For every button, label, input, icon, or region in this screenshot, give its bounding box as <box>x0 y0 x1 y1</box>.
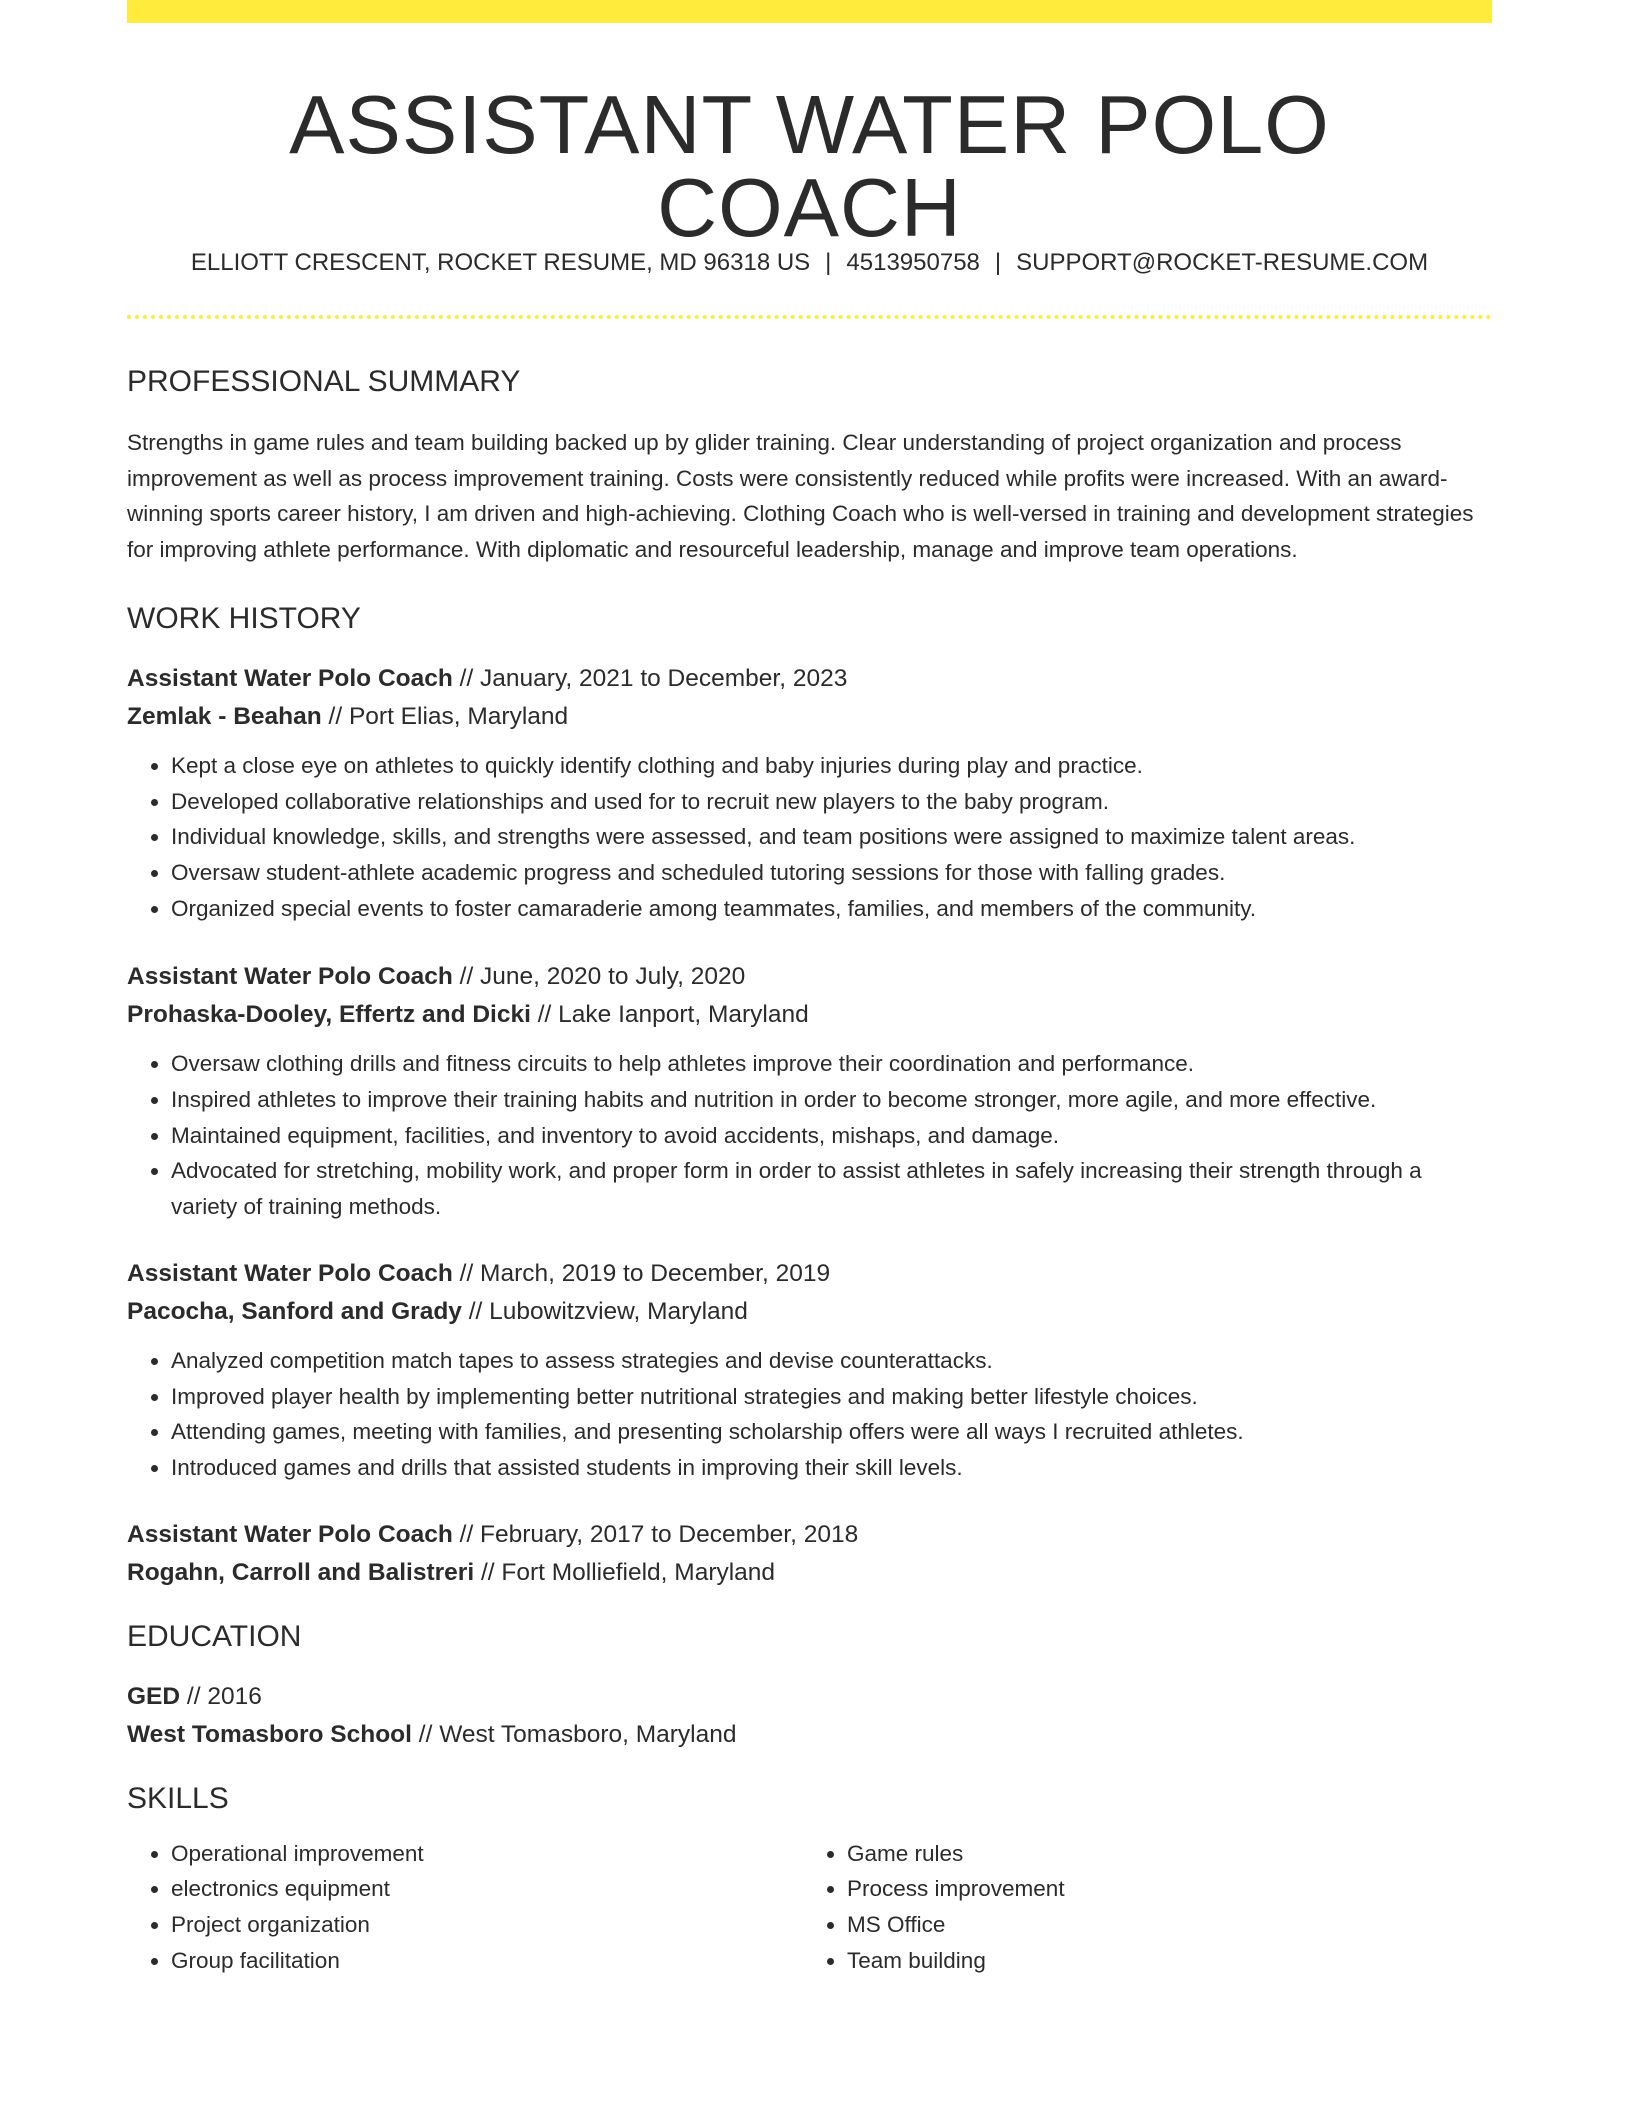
skill-item: • Group facilitation <box>171 1943 799 1979</box>
job-entry <box>127 660 1492 927</box>
contact-line <box>127 251 1492 275</box>
job-location: // Lubowitzview, Maryland <box>461 1297 748 1325</box>
job-bullet: • Developed collaborative relationships and used for to recruit new players to the baby program. <box>171 784 1492 820</box>
job-bullet: • Analyzed competition match tapes to assess strategies and devise counterattacks. <box>171 1343 1492 1379</box>
skill-item: • Operational improvement <box>171 1836 799 1872</box>
job-company-line <box>127 996 1492 1034</box>
skill-item: • Game rules <box>847 1836 1475 1872</box>
job-dates: // June, 2020 to July, 2020 <box>452 963 746 991</box>
job-bullets <box>127 748 1492 927</box>
top-accent-bar <box>127 0 1492 23</box>
job-bullet: • Inspired athletes to improve their training habits and nutrition in order to become stronger, more agile, and more effective. <box>171 1082 1492 1118</box>
job-bullet: • Kept a close eye on athletes to quickly identify clothing and baby injuries during play and practice. <box>171 748 1492 784</box>
summary-heading: PROFESSIONAL SUMMARY <box>127 365 521 398</box>
job-title-line <box>127 1516 1492 1554</box>
contact-address: ELLIOTT CRESCENT, ROCKET RESUME, MD 96318 US <box>190 249 811 276</box>
job-company-line <box>127 698 1492 736</box>
job-title: Assistant Water Polo Coach <box>127 1259 453 1287</box>
skills-heading: SKILLS <box>127 1781 229 1815</box>
contact-separator: | <box>825 249 832 276</box>
job-company: Rogahn, Carroll and Balistreri <box>127 1558 475 1586</box>
job-title: Assistant Water Polo Coach <box>127 664 453 692</box>
contact-separator: | <box>994 249 1002 276</box>
skill-item: • electronics equipment <box>171 1871 799 1907</box>
job-company: Zemlak - Beahan <box>127 702 322 730</box>
job-bullets <box>127 1046 1492 1225</box>
dotted-divider <box>127 315 1492 319</box>
skill-item: • Project organization <box>171 1907 799 1943</box>
job-bullet: • Maintained equipment, facilities, and inventory to avoid accidents, mishaps, and damage. <box>171 1118 1492 1154</box>
resume-title: ASSISTANT WATER POLO COACH <box>289 78 1330 254</box>
job-location: // Port Elias, Maryland <box>321 702 569 730</box>
job-bullet: • Oversaw clothing drills and fitness circuits to help athletes improve their coordination and performance. <box>171 1046 1492 1082</box>
skill-item: • Process improvement <box>847 1871 1475 1907</box>
job-dates: // March, 2019 to December, 2019 <box>452 1259 831 1287</box>
job-location: // Fort Molliefield, Maryland <box>474 1558 776 1586</box>
job-bullet: • Oversaw student-athlete academic progress and scheduled tutoring sessions for those with falling grades. <box>171 855 1492 891</box>
skills-list-left <box>127 1836 799 1979</box>
summary-text: Strengths in game rules and team building backed up by glider training. Clear understanding of project organization and process improvement as well as process improvement training. Costs were consistently reduced while profits were increased. With an award-winning sports career history, I am driven and high-achieving. Clothing Coach who is well-versed in training and development strategies for improving athlete performance. With diplomatic and resourceful leadership, manage and improve team operations. <box>127 430 1474 563</box>
skills-columns <box>127 1836 1492 1979</box>
job-company-line <box>127 1293 1492 1331</box>
education-school: West Tomasboro School <box>127 1720 412 1748</box>
job-company: Pacocha, Sanford and Grady <box>127 1297 462 1325</box>
job-entry <box>127 958 1492 1225</box>
skill-item: • MS Office <box>847 1907 1475 1943</box>
job-dates: // February, 2017 to December, 2018 <box>452 1520 859 1548</box>
job-title-line <box>127 660 1492 698</box>
education-location: // West Tomasboro, Maryland <box>411 1720 737 1748</box>
job-title-line <box>127 958 1492 996</box>
education-entry <box>127 1678 1492 1754</box>
education-year: // 2016 <box>180 1682 262 1710</box>
job-location: // Lake Ianport, Maryland <box>530 1001 809 1029</box>
job-bullet: • Advocated for stretching, mobility work, and proper form in order to assist athletes in safely increasing their strength through a variety of training methods. <box>171 1153 1492 1224</box>
education-heading: EDUCATION <box>127 1619 302 1653</box>
job-entry <box>127 1255 1492 1486</box>
education-degree-line <box>127 1678 1492 1716</box>
job-bullets <box>127 1343 1492 1486</box>
education-degree: GED <box>127 1682 181 1710</box>
job-bullet: • Individual knowledge, skills, and strengths were assessed, and team positions were assigned to maximize talent areas. <box>171 819 1492 855</box>
resume-page <box>127 0 1492 1978</box>
work-history-heading: WORK HISTORY <box>127 601 361 635</box>
contact-phone: 4513950758 <box>846 249 980 276</box>
skills-list-right <box>799 1836 1475 1979</box>
job-entry <box>127 1516 1492 1592</box>
job-dates: // January, 2021 to December, 2023 <box>452 664 848 692</box>
job-title: Assistant Water Polo Coach <box>127 963 453 991</box>
job-company: Prohaska-Dooley, Effertz and Dicki <box>127 1001 531 1029</box>
job-bullet: • Attending games, meeting with families, and presenting scholarship offers were all ways I recruited athletes. <box>171 1414 1492 1450</box>
job-bullet: • Organized special events to foster camaraderie among teammates, families, and members of the community. <box>171 891 1492 927</box>
job-bullet: • Introduced games and drills that assisted students in improving their skill levels. <box>171 1450 1492 1486</box>
skill-item: • Team building <box>847 1943 1475 1979</box>
job-title: Assistant Water Polo Coach <box>127 1520 453 1548</box>
job-bullet: • Improved player health by implementing better nutritional strategies and making better lifestyle choices. <box>171 1379 1492 1415</box>
contact-email: SUPPORT@ROCKET-RESUME.COM <box>1016 249 1429 276</box>
job-company-line <box>127 1554 1492 1592</box>
job-title-line <box>127 1255 1492 1293</box>
education-school-line <box>127 1716 1492 1754</box>
